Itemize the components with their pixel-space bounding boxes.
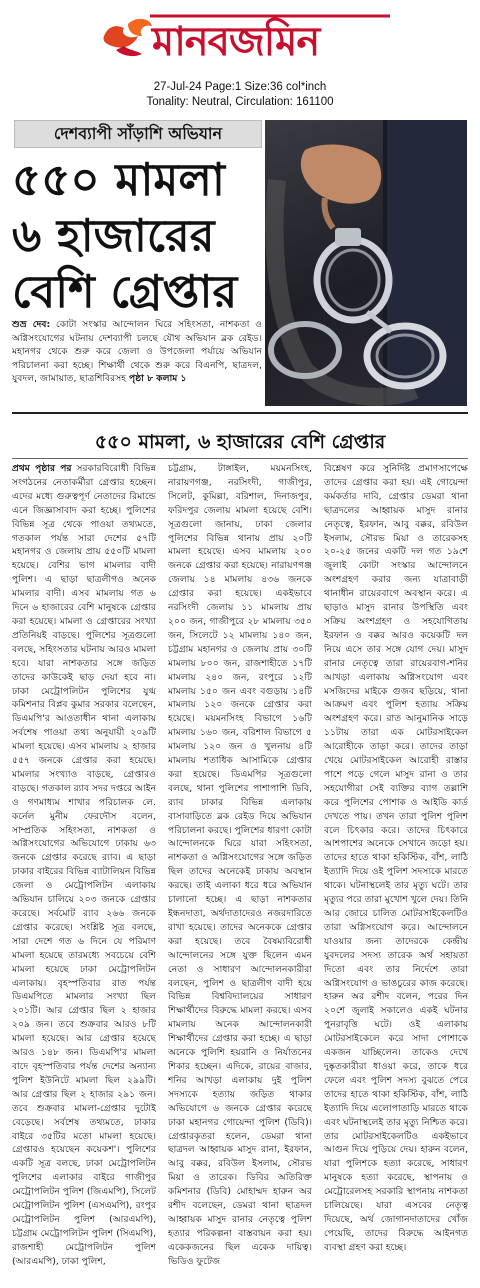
jump-reference: পৃষ্ঠা ৮ কলাম ১ xyxy=(129,373,187,385)
column-1-text: সরকারবিরোধী বিভিন্ন সংগঠনের নেতাকর্মীরা গ্রেপ্তার হচ্ছেন। এদের মধ্যে গুরুত্বপূর্ণ নেতাদের রিমান্ডে এনে জিজ্ঞাসাবাদ করা হচ্ছে। পুলিশের বিভিন্ন সূত্র থেকে পাওয়া তথ্যমতে, গতকাল পর্যন্ত সারা দেশের ৫৭টি মহানগর ও জেলায় প্রায় ৫৫০টি মামলা হয়েছে। বেশির ভাগ মামলার বাদী পুলিশ। এ ছাড়া ছাত্রলীগও অনেক মামলার বাদী। এসব মামলায় গত ৬ দিনে ৬ হাজারের বেশি মানুষকে গ্রেপ্তার করা হয়েছে। মামলা ও গ্রেপ্তারের সংখ্যা প্রতিনিয়ই বাড়ছে। পুলিশের সূত্রগুলো বলছে, সহিংসতার ঘটনায় আরও মামলা হবে। যারা নাশকতার সঙ্গে জড়িত তাদের কাউকেই ছাড় দেয়া হবে না। ঢাকা মেট্রোপলিটন পুলিশের যুগ্ম কমিশনার বিপ্লব কুমার সরকার বলেছেন, ডিএমপি'র আওতাধীন থানা এলাকায় সর্বশেষ পাওয়া তথ্য অনুযায়ী ২০৯টি মামলা হয়েছে। এসব মামলায় ২ হাজার ৫৫৭ জনকে গ্রেপ্তার করা হয়েছে। মামলার সংখ্যাও বাড়ছে, গ্রেপ্তারও বাড়ছে। গতকাল র‌্যাব সদর দপ্তরে আইন ও গণমাধ্যম শাখার পরিচালক লে. কর্নেল মুনীম ফেরদৌস বলেন, সাম্প্রতিক সহিংসতা, নাশকতা ও অগ্নিসংযোগের অভিযোগে ঢাকায় ৬৩ জনকে গ্রেপ্তার করেছে র‌্যাব। এ ছাড়া ঢাকার বাইরের বিভিন্ন ব্যাটালিয়ন বিভিন্ন জেলা ও মেট্রোপলিটন এলাকায় অভিযান চালিয়ে ২০৩ জনকে গ্রেপ্তার করেছে। সর্বমোট র‌্যাব ২৬৬ জনকে গ্রেপ্তার করেছে। সংশ্লিষ্ট সূত্র বলছে, সারা দেশে গত ৬ দিনে যে পরিমাণ মামলা হয়েছে তারমধ্যে সবচেয়ে বেশি মামলা হয়েছে ঢাকা মেট্রোপলিটন এলাকায়। বৃহস্পতিবার রাত পর্যন্ত ডিএমপিতে মামলার সংখ্যা ছিল ২০১টি। আর গ্রেপ্তার ছিল ২ হাজার ২০৯ জন। তবে শুক্রবার আরও ৮টি মামলা হয়েছে। আর গ্রেপ্তার হয়েছে আরও ১৪৮ জন। ডিএমপি'র মামলা বাদে বৃহস্পতিবার পর্যন্ত দেশের অন্যান্য পুলিশ ইউনিটে মামলা ছিল ২৯৯টি। আর গ্রেপ্তার ছিল ২ হাজার ২৯১ জন। তবে শুক্রবার মামলা-গ্রেপ্তার দুটোই বেড়েছে। সর্বশেষ তথ্যমতে, ঢাকার বাইরে ৩৫টির মতো মামলা হয়েছে। গ্রেপ্তারও হয়েছেন কয়েকশ'। পুলিশের একটি সূত্র বলছে, ঢাকা মেট্রোপলিটন পুলিশের এলাকার বাইরে গাজীপুর মেট্রোপলিটন পুলিশ (জিএমপি), সিলেট মেট্রোপলিটন পুলিশ (এসএমপি), রংপুর মেট্রোপলিটন পুলিশ (আরএমপি), চট্টগ্রাম মেট্রোপলিটন পুলিশ (সিএমপি), রাজশাহী মেট্রোপলিটন পুলিশ (আরএমপি), ঢাকা পুলিশ, xyxy=(12,463,156,1267)
column-3-text: বিশ্লেষণ করে সুনির্দিষ্ট প্রমাণসাপেক্ষে তাদের গ্রেপ্তার করা হয়। এই গোয়েন্দা কর্মকর্তার দাবি, গ্রেপ্তার ডেমরা থানা ছাত্রদলের আহ্বায়ক মাসুদ রানার নেতৃত্বে, ইরফান, আবু বক্কর, রবিউল ইসলাম, সৌরভ মিয়া ও তারেকসহ ২০-২৫ জনের একটি দল গত ১৯শে জুলাই কোটা সংস্কার আন্দোলনে অংশগ্রহণ করার জন্য যাত্রাবাড়ী থানাধীন রায়েরবাগে অবস্থান করে। এ ছাড়াও মাসুদ রানার উপস্থিতি এবং সক্রিয় অংশগ্রহণ ও সহযোগিতায় ইরফান ও বক্কর আরও কয়েকটি দল নিয়ে এসে তার সঙ্গে যোগ দেয়। মাসুদ রানার নেতৃত্বে তারা রায়েরবাগ-শনির আখড়া এলাকায় অগ্নিসংযোগ এবং মসজিদের মাইকে গুজব ছড়িয়ে, থানা আক্রমণ এবং পুলিশ হত্যায় সক্রিয় অংশগ্রহণ করে। রাত আনুমানিক সাড়ে ১১টায় তারা এক মোটরসাইকেল আরোহীকে তাড়া করে। তাদের তাড়া খেয়ে মোটরসাইকেল আরোহী রাস্তার পাশে পড়ে গেলে মাসুদ রানা ও তার সহযোগীরা সেই ব্যক্তির ব্যাগ তল্লাশি করে পুলিশের পোশাক ও আইডি কার্ড দেখতে পায়। তখন তারা পুলিশ পুলিশ বলে চিৎকার করে। তাদের চিৎকারে আশপাশের অনেকে সেখানে জড়ো হয়। তাদের হাতে থাকা হকিস্টিক, বাঁশ, লাঠি ইত্যাদি দিয়ে ওই পুলিশ সদস্যকে মারতে থাকে। ঘটনাস্থলেই তার মৃত্যু ঘটে। তার মৃত্যুর পরে তারা মুখোশ খুলে দেয়। তিনি আর জোরে চালিত মোটরসাইকেলটিও তারা অগ্নিসংযোগ করে। আন্দোলনে যাওয়ার জন্য তাদেরকে কেন্দ্রীয় যুবদলের সদস্য তারেক অর্থ সহায়তা দিতো এবং তার নির্দেশে তারা অগ্নিসংযোগ ও ভাঙচুরের কাজ করেছে। হারুন অর রশীদ বলেন, পরের দিন ২০শে জুলাই সকালেও একই ঘটনার পুনরাবৃত্তি ঘটে। ওই এলাকায় মোটরসাইকেলে করে সাদা পোশাকে একজন যাচ্ছিলেন। তাকেও দেখে দুষ্কৃতকারীরা ধাওয়া করে, তাকে ধরে ফেলে এবং পুলিশ সদস্য বুঝতে পেরে তাদের হাতে থাকা হকিস্টিক, বাঁশ, লাঠি ইত্যাদি দিয়ে এলোপাতাড়ি মারতে থাকে এবং ঘটনাস্থলেই তার মৃত্যু নিশ্চিত করে। তার মোটরসাইকেলটিও একইভাবে আগুন দিয়ে পুড়িয়ে দেয়। হারুন বলেন, যারা পুলিশকে হত্যা করেছে, সাধারণ মানুষকে হত্যা করেছে, স্থাপনায় ও মেট্রোরেলসহ সরকারি স্থাপনায় নাশকতা চালিয়েছে। যারা এসবের নেতৃত্ব দিয়েছে, অর্থ জোগানদাতাদের খোঁজ পেয়েছি, তাদের বিরুদ্ধে আইনগত ব্যবস্থা গ্রহণ করা হচ্ছে। xyxy=(324,463,468,1253)
clip-info xyxy=(0,80,480,110)
article-column-2 xyxy=(168,462,312,1282)
headline-line-3: বেশি গ্রেপ্তার xyxy=(12,265,238,318)
continuation-lead: প্রথম পৃষ্ঠার পর xyxy=(12,463,72,474)
masthead xyxy=(0,0,480,72)
headline-line-1: ৫৫০ মামলা xyxy=(12,153,225,206)
masthead-logo: মানবজমিন xyxy=(152,18,320,65)
article-column-1 xyxy=(12,462,156,1282)
section-divider xyxy=(12,412,468,414)
handcuffs-photo xyxy=(265,120,467,406)
clip-date-size: 27-Jul-24 Page:1 Size:36 col*inch xyxy=(153,81,327,93)
summary-byline: শুভ্র দেব: xyxy=(12,319,51,330)
column-2-text: চট্টগ্রাম, টাঙ্গাইল, ময়মনসিংহ, নারায়ণগঞ্জ, নরসিংদী, গাজীপুর, সিলেট, কুমিল্লা, বরিশাল, দিনাজপুর, ফরিদপুর জেলায় মামলা হয়েছে বেশি। সূত্রগুলো জানায়, ঢাকা জেলার পুলিশের বিভিন্ন থানায় প্রায় ২০টি মামলা হয়েছে। এসব মামলায় ২০০ জনকে গ্রেপ্তার করা হয়েছে। নারায়ণগঞ্জ জেলায় ১৪ মামলায় ৪৩৬ জনকে গ্রেপ্তার করা হয়েছে। একইভাবে নরসিংদী জেলায় ১১ মামলায় প্রায় ২০০ জন, গাজীপুরে ২৮ মামলায় ৩৫০ জন, সিলেটে ১২ মামলায় ১৪০ জন, চট্টগ্রাম মহানগর ও জেলায় প্রায় ৩০টি মামলায় ৮০০ জন, রাজশাহীতে ১৭টি মামলায় ২৪০ জন, রংপুরে ১২টি মামলায় ১৫০ জন এবং বগুড়ায় ১৪টি মামলায় ১২০ জনকে গ্রেপ্তার করা হয়েছে। ময়মনসিংহ বিভাগে ১৬টি মামলায় ১৬০ জন, বরিশাল বিভাগে ৫ মামলায় ১২০ জন ও খুলনায় ৪টি মামলায় শতাধিক আসামিকে গ্রেপ্তার করা হয়েছে। ডিএমপির সূত্রগুলো বলছে, থানা পুলিশের পাশাপাশি ডিবি, র‌্যাব ঢাকার বিভিন্ন এলাকায় বাসাবাড়িতে ব্লক রেইড দিয়ে অভিযান পরিচালনা করছে। পুলিশের ধারণা কোটা আন্দোলনকে ঘিরে যারা সহিংসতা, নাশকতা ও অগ্নিসংযোগের সঙ্গে জড়িত ছিল তাদের অনেকেই ঢাকায় অবস্থান করছে। তাই এলাকা ধরে ধরে অভিযান চালানো হচ্ছে। এ ছাড়া নাশকতার ইন্ধনদাতা, অর্থদাতাদেরও নজরদারিতে রাখা হয়েছে। তাদের অনেককে গ্রেপ্তার করা হয়েছে। তবে বৈষম্যবিরোধী আন্দোলনের সঙ্গে যুক্ত ছিলেন এমন নেতা ও সাধারণ আন্দোলনকারীরা বলছেন, পুলিশ ও ছাত্রলীগ বাদী হয়ে বিভিন্ন বিশ্ববিদ্যালয়ের সাধারণ শিক্ষার্থীদের বিরুদ্ধে মামলা করছে। এসব মামলায় অনেক আন্দোলনকারী শিক্ষার্থীদের গ্রেপ্তার করা হচ্ছে। এ ছাড়া অনেকে পুলিশি হয়রানি ও নির্যাতনের শিকার হচ্ছেন। এদিকে, রায়ের বাজার, শনির আখড়া এলাকায় দুই পুলিশ সদস্যকে হত্যায় জড়িত থাকার অভিযোগে ৬ জনকে গ্রেপ্তার করেছে ঢাকা মহানগর গোয়েন্দা পুলিশ (ডিবি)। গ্রেপ্তারকৃতরা হলেন, ডেমরা থানা ছাত্রদল আহ্বায়ক মাসুদ রানা, ইরফান, আবু বক্কর, রবিউল ইসলাম, সৌরভ মিয়া ও তারেক। ডিবির অতিরিক্ত কমিশনার (ডিবি) মোহাম্মদ হারুন অর রশীদ বলেছেন, ডেমরা থানা ছাত্রদল আহ্বায়ক মাসুদ রানার নেতৃত্বে পুলিশ হত্যার পরিকল্পনা বাস্তবায়ন করা হয়। একেকজনের ছিল একেক দায়িত্ব। ভিডিও ফুটেজ xyxy=(168,463,312,1267)
article-summary xyxy=(12,318,262,386)
headline-line-2: ৬ হাজারের xyxy=(12,209,215,262)
article-column-3 xyxy=(324,462,468,1282)
continuation-headline: ৫৫০ মামলা, ৬ হাজারের বেশি গ্রেপ্তার xyxy=(94,431,386,453)
clip-tonality-circulation: Tonality: Neutral, Circulation: 161100 xyxy=(146,96,334,108)
subhead-divider xyxy=(12,458,468,459)
handcuffs-illustration xyxy=(265,120,467,406)
headline-kicker: দেশব্যাপী সাঁড়াশি অভিযান xyxy=(14,120,262,148)
main-headline xyxy=(12,152,264,320)
summary-text: কোটা সংস্কার আন্দোলন ঘিরে সহিংসতা, নাশকতা ও অগ্নিসংযোগের ঘটনায় দেশব্যাপী চলছে যৌথ অভিযান ব্লক রেইড। মহানগর থেকে শুরু করে জেলা ও উপজেলা পর্যায়ে অভিযান পরিচালনা করা হচ্ছে। শিক্ষার্থী থেকে শুরু করে বিএনপি, ছাত্রদল, যুবদল, জামায়াত, ছাত্রশিবিরসহ xyxy=(12,319,263,385)
